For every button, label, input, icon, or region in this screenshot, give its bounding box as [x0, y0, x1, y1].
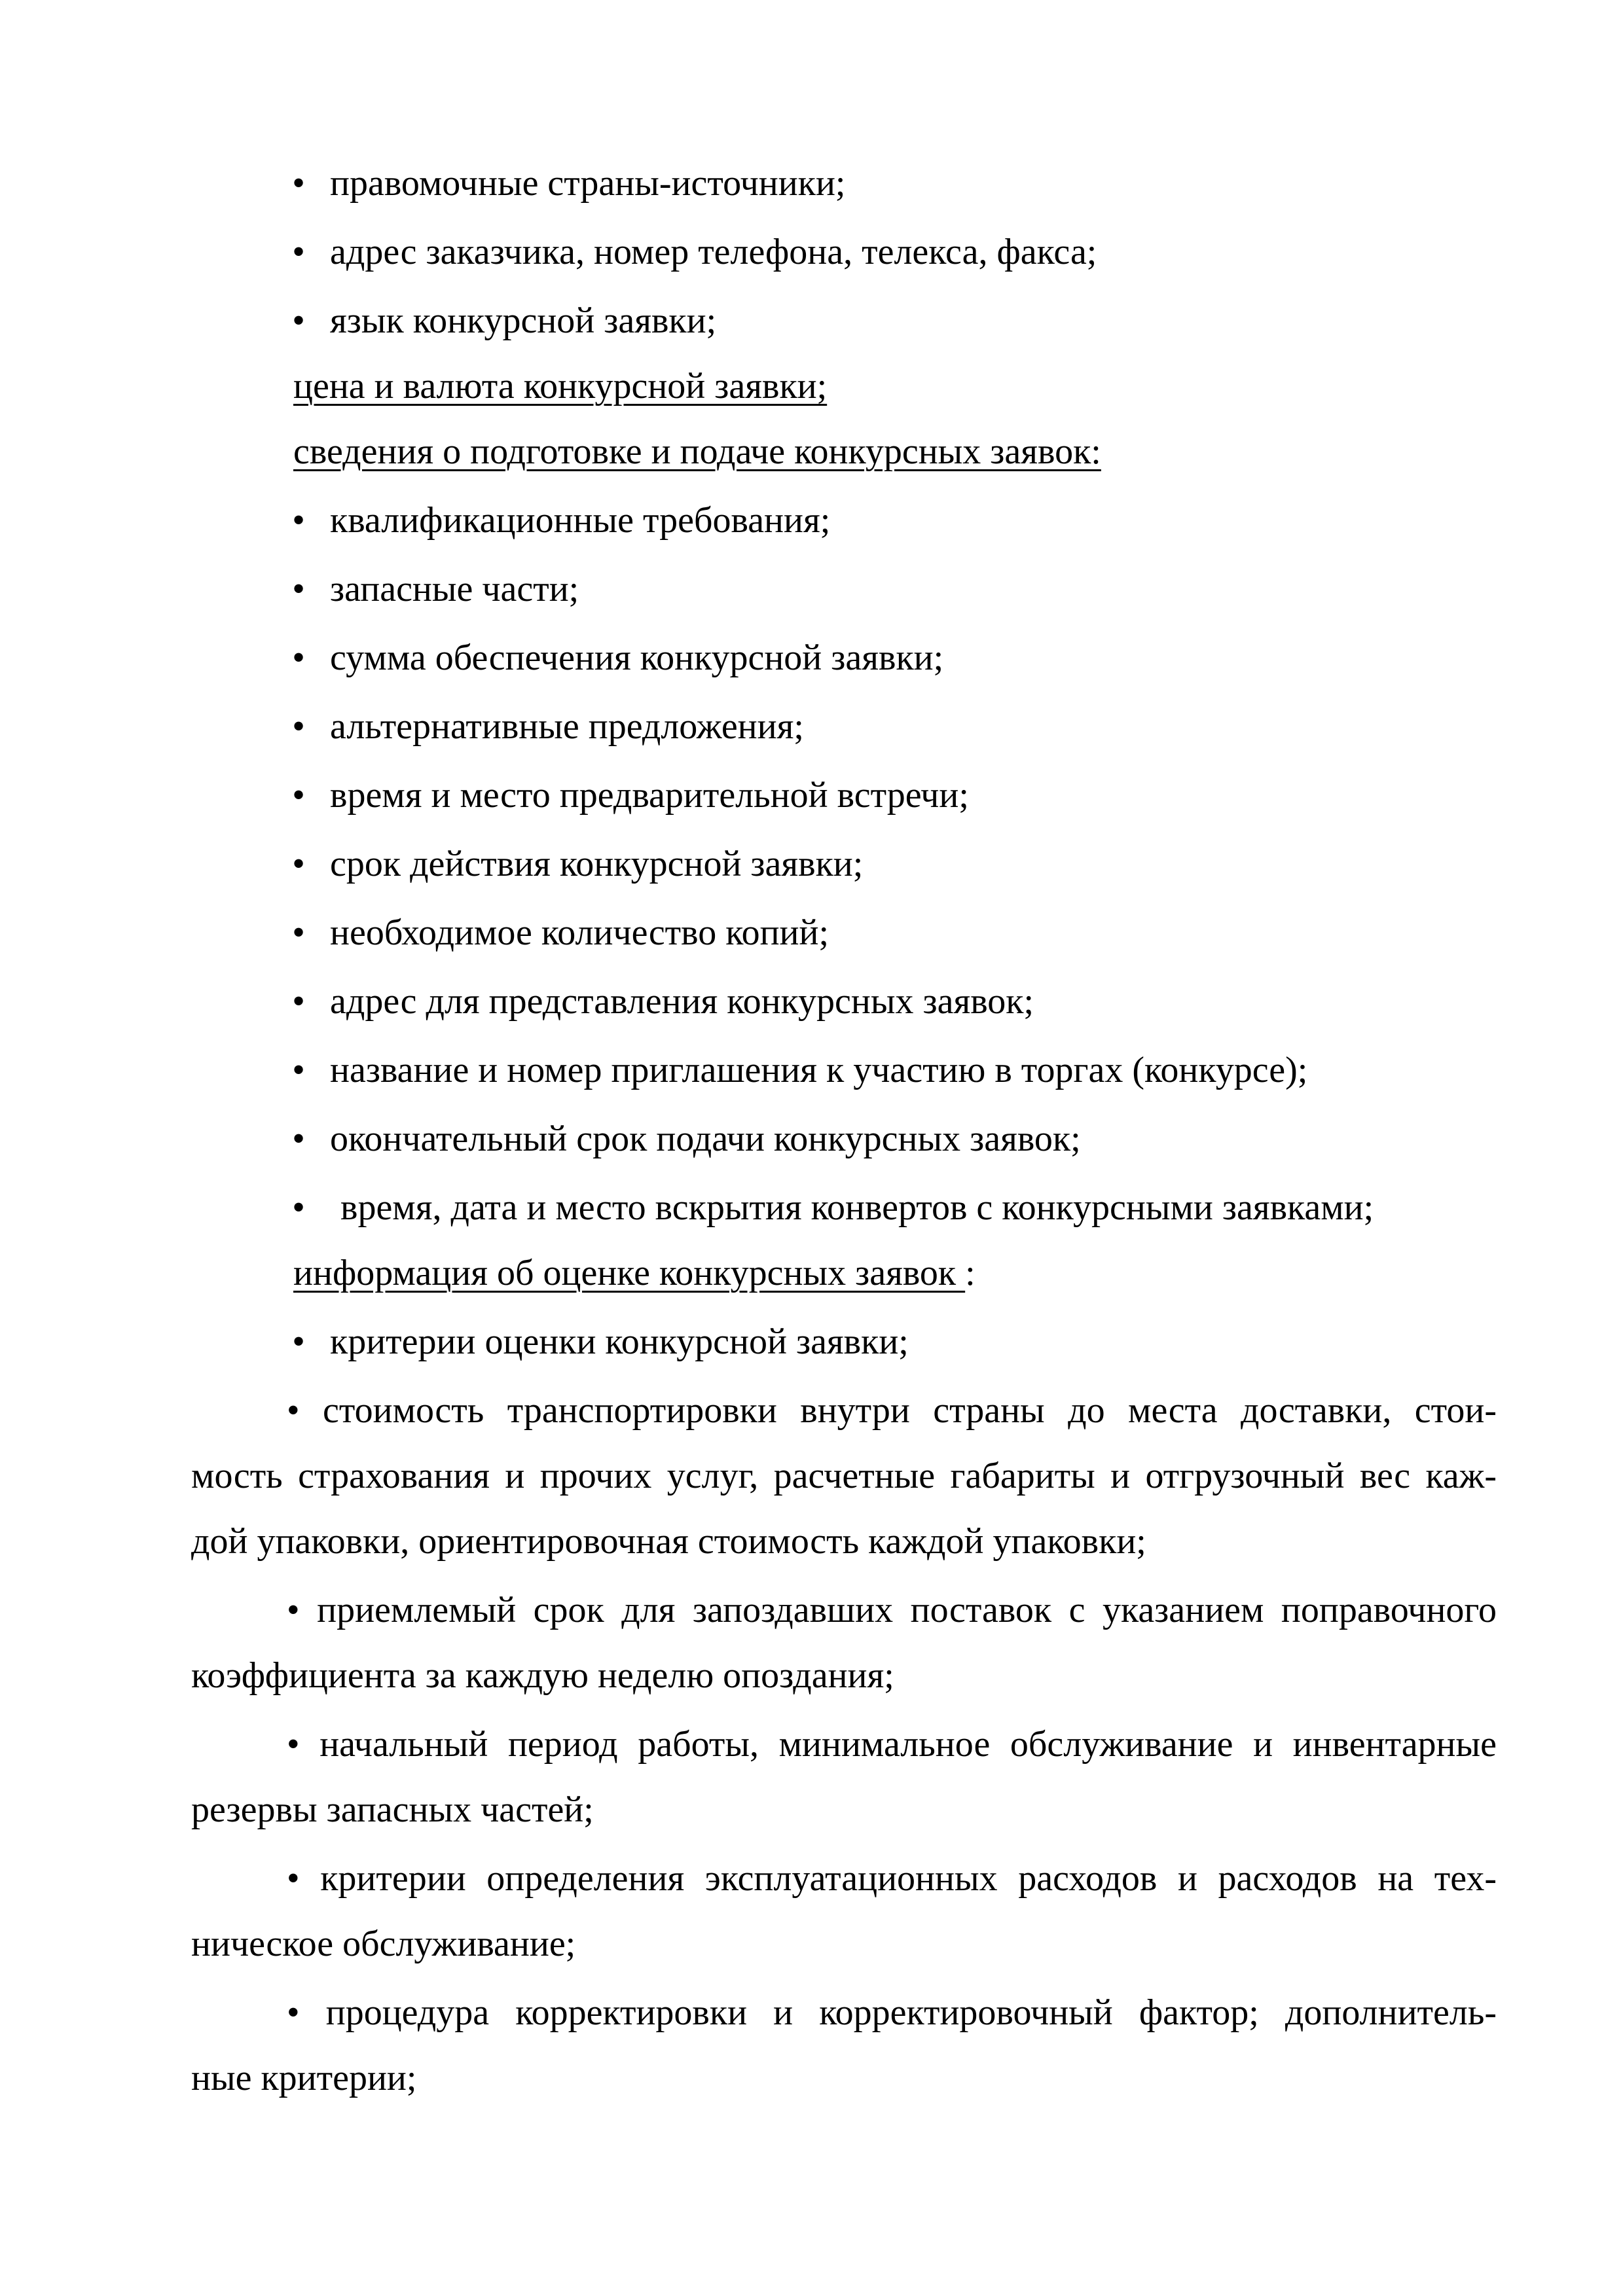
paragraph-line: ническое обслуживание; — [191, 1924, 576, 1964]
section-heading-price — [293, 357, 1537, 416]
bullet-icon: • — [292, 981, 305, 1022]
list-item — [287, 903, 1531, 962]
list-item-text: критерии оценки конкурсной заявки; — [330, 1321, 909, 1362]
paragraph-line: • приемлемый срок для запоздавших поставок с указанием поправочного — [287, 1590, 1497, 1630]
list-item — [287, 223, 1531, 281]
bullet-icon: • — [292, 1119, 305, 1159]
list-item — [287, 766, 1531, 825]
list-item-text: время, дата и место вскрытия конвертов с конкурсными заявками; — [340, 1187, 1374, 1228]
list-item — [287, 154, 1531, 213]
bullet-icon: • — [292, 232, 305, 272]
section-heading-preparation — [293, 422, 1537, 481]
list-item-text: время и место предварительной встречи; — [330, 775, 969, 816]
section-heading-evaluation — [293, 1244, 1537, 1302]
section-heading-text: цена и валюта конкурсной заявки; — [293, 366, 828, 406]
bullet-icon: • — [292, 1321, 305, 1362]
list-item — [287, 291, 1531, 350]
list-item — [287, 1041, 1531, 1100]
list-item-text: квалификационные требования; — [330, 500, 831, 541]
list-item — [287, 972, 1531, 1031]
list-item-text: адрес для представления конкурсных заявок; — [330, 981, 1034, 1022]
bullet-icon: • — [292, 637, 305, 678]
paragraph-line: коэффициента за каждую неделю опоздания; — [191, 1655, 894, 1696]
list-item — [287, 1109, 1531, 1168]
list-item — [287, 1312, 1531, 1371]
bullet-icon: • — [292, 844, 305, 884]
bullet-icon: • — [292, 912, 305, 953]
paragraph-line: ные критерии; — [191, 2058, 417, 2098]
paragraph-line: мость страхования и прочих услуг, расчетные габариты и отгрузочный вес каж- — [191, 1456, 1497, 1496]
paragraph-line: дой упаковки, ориентировочная стоимость каждой упаковки; — [191, 1521, 1146, 1562]
list-item-text: правомочные страны-источники; — [330, 163, 846, 204]
list-item — [287, 560, 1531, 619]
bullet-icon: • — [292, 569, 305, 609]
section-heading-text: сведения о подготовке и подаче конкурсных заявок: — [293, 431, 1101, 472]
bullet-icon: • — [292, 1050, 305, 1090]
list-item-text: срок действия конкурсной заявки; — [330, 844, 864, 884]
bullet-icon: • — [292, 300, 305, 341]
list-item — [287, 834, 1531, 893]
list-item — [287, 697, 1531, 756]
list-item-text: язык конкурсной заявки; — [330, 300, 717, 341]
list-item-text: название и номер приглашения к участию в торгах (конкурсе); — [330, 1050, 1308, 1090]
list-item-text: окончательный срок подачи конкурсных заявок; — [330, 1119, 1081, 1159]
section-heading-text: информация об оценке конкурсных заявок — [293, 1253, 966, 1293]
bullet-icon: • — [292, 1187, 305, 1228]
list-item — [287, 491, 1531, 550]
section-heading-colon: : — [965, 1253, 976, 1293]
paragraph-line: • начальный период работы, минимальное обслуживание и инвентарные — [287, 1724, 1497, 1765]
paragraph-line: • стоимость транспортировки внутри страны до места доставки, стои- — [287, 1390, 1497, 1431]
paragraph-line: резервы запасных частей; — [191, 1789, 594, 1830]
list-item-text: сумма обеспечения конкурсной заявки; — [330, 637, 944, 678]
bullet-icon: • — [292, 706, 305, 747]
paragraph-line: • критерии определения эксплуатационных расходов и расходов на тех- — [287, 1858, 1497, 1899]
list-item-text: альтернативные предложения; — [330, 706, 804, 747]
paragraph-line: • процедура корректировки и корректировочный фактор; дополнитель- — [287, 1992, 1497, 2033]
bullet-icon: • — [292, 163, 305, 204]
list-item — [287, 628, 1531, 687]
list-item — [287, 1178, 1531, 1237]
list-item-text: запасные части; — [330, 569, 579, 609]
list-item-text: необходимое количество копий; — [330, 912, 830, 953]
list-item-text: адрес заказчика, номер телефона, телекса, факса; — [330, 232, 1097, 272]
bullet-icon: • — [292, 775, 305, 816]
bullet-icon: • — [292, 500, 305, 541]
